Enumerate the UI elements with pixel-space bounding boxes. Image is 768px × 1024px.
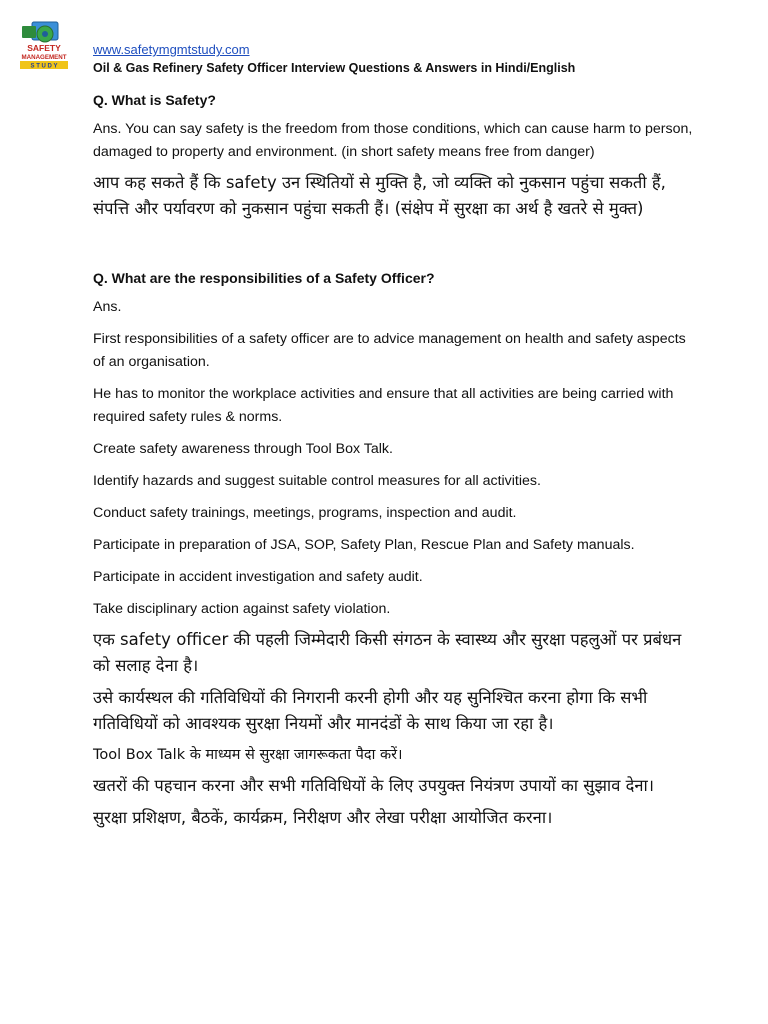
answer-1-english: Ans. You can say safety is the freedom from those conditions, which can cause harm to person, damaged to property and environment. (in short safety means free from danger) — [93, 121, 693, 160]
logo-text-safety: SAFETY — [27, 43, 61, 53]
question-2: Q. What are the responsibilities of a Safety Officer? — [93, 270, 435, 286]
responsibility-hi-3: Tool Box Talk के माध्यम से सुरक्षा जागरूकता पैदा करें। — [93, 747, 403, 763]
responsibility-hi-5: सुरक्षा प्रशिक्षण, बैठकें, कार्यक्रम, निरीक्षण और लेखा परीक्षा आयोजित करना। — [93, 808, 553, 827]
responsibility-hi-1: एक safety officer की पहली जिम्मेदारी किसी संगठन के स्वास्थ्य और सुरक्षा पहलुओं पर प्रबंधन को सलाह देना है। — [93, 630, 682, 675]
responsibility-en-6: Participate in preparation of JSA, SOP, Safety Plan, Rescue Plan and Safety manuals. — [93, 537, 635, 553]
document-body — [93, 90, 693, 831]
responsibility-en-2: He has to monitor the workplace activities and ensure that all activities are being carried with required safety rules & norms. — [93, 386, 674, 425]
responsibility-en-1: First responsibilities of a safety officer are to advice management on health and safety aspects of an organisation. — [93, 331, 686, 370]
responsibility-en-3: Create safety awareness through Tool Box Talk. — [93, 441, 393, 457]
responsibility-en-8: Take disciplinary action against safety violation. — [93, 601, 391, 617]
question-1: Q. What is Safety? — [93, 92, 216, 108]
page-header — [93, 42, 753, 76]
responsibility-en-5: Conduct safety trainings, meetings, programs, inspection and audit. — [93, 505, 517, 521]
answer-2-label: Ans. — [93, 299, 122, 315]
answer-1-hindi: आप कह सकते हैं कि safety उन स्थितियों से मुक्ति है, जो व्यक्ति को नुकसान पहुंचा सकती हैं, संपत्ति और पर्यावरण को नुकसान पहुंचा सकती हैं। (संक्षेप में सुरक्षा का अर्थ है खतरे से मुक्त) — [93, 173, 666, 218]
responsibility-hi-2: उसे कार्यस्थल की गतिविधियों की निगरानी करनी होगी और यह सुनिश्चित करना होगा कि सभी गतिविधियों को आवश्यक सुरक्षा नियमों और मानदंडों के साथ किया जा रहा है। — [93, 688, 648, 733]
logo-text-management: MANAGEMENT — [21, 54, 67, 61]
logo-text-study: S T U D Y — [30, 63, 58, 70]
responsibility-en-7: Participate in accident investigation and safety audit. — [93, 569, 423, 585]
site-logo — [14, 20, 74, 72]
site-link[interactable]: www.safetymgmtstudy.com — [93, 42, 250, 57]
document-title: Oil & Gas Refinery Safety Officer Interview Questions & Answers in Hindi/English — [93, 61, 576, 75]
logo-graphic — [14, 20, 74, 72]
responsibility-hi-4: खतरों की पहचान करना और सभी गतिविधियों के लिए उपयुक्त नियंत्रण उपायों का सुझाव देना। — [93, 776, 655, 795]
responsibility-en-4: Identify hazards and suggest suitable control measures for all activities. — [93, 473, 541, 489]
